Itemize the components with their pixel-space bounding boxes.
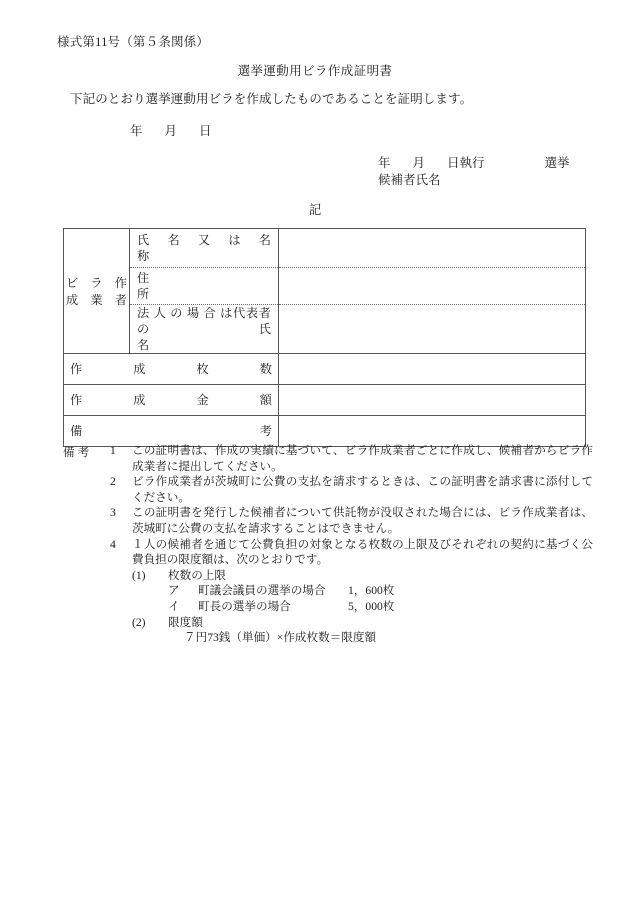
remarks-item-2-number: 2 <box>110 475 116 489</box>
remarks-item-4-text: １人の候補者を通じて公費負担の対象となる枚数の上限及びそれぞれの契約に基づく公費負担の限度額は、次のとおりです。 <box>132 537 593 567</box>
value-sheet-count[interactable] <box>279 354 586 385</box>
form-number: 様式第11号（第５条関係） <box>57 35 210 49</box>
row-group-label-line1: ビ ラ 作 <box>66 276 127 290</box>
lead-sentence: 下記のとおり選挙運動用ビラを作成したものであることを証明します。 <box>70 92 473 106</box>
remarks-heading: 備考 <box>63 446 93 459</box>
remarks-item-1-number: 1 <box>110 444 116 457</box>
remarks-item-3 <box>110 505 593 536</box>
election-month-label: 月 <box>412 156 426 170</box>
remarks-subitem-2 <box>132 615 593 631</box>
label-sheet-count: 作 成 枚 数 <box>64 354 279 385</box>
label-name-or-title: 氏 名 又 は 名 称 <box>130 229 279 268</box>
table-row <box>64 229 586 268</box>
remarks-item-1-text: この証明書は、作成の実績に基づいて、ビラ作成業者ごとに作成し、候補者からビラ作成業者に提出してください。 <box>132 444 593 473</box>
remarks-entry-b-value: 5，000枚 <box>348 599 395 613</box>
label-address: 住 所 <box>130 268 279 305</box>
remarks-subitem-2-title: 限度額 <box>168 615 203 629</box>
remarks-item-4 <box>110 537 593 568</box>
table-row <box>64 385 586 416</box>
value-representative-name[interactable] <box>279 305 586 354</box>
remarks-subitem-1 <box>132 568 593 584</box>
row-group-label-cell <box>64 229 130 354</box>
remarks-entry-a-marker: ア <box>168 584 180 598</box>
election-year-label: 年 <box>378 156 391 170</box>
remarks-item-1 <box>110 443 593 474</box>
remarks-subitem-2-number: (2) <box>132 615 146 629</box>
election-date-row <box>378 155 570 172</box>
election-candidate-block <box>378 155 570 189</box>
page-title: 選挙運動用ビラ作成証明書 <box>237 64 393 78</box>
remarks-item-2 <box>110 474 593 505</box>
row-group-label-line2: 成 業 者 <box>66 293 127 307</box>
table-row <box>64 416 586 447</box>
date-year-label: 年 <box>130 124 143 138</box>
date-line <box>130 121 212 139</box>
value-amount[interactable] <box>279 385 586 416</box>
remarks-item-2-text: ビラ作成業者が茨城町に公費の支払を請求するときは、この証明書を請求書に添付してください。 <box>132 475 593 504</box>
election-label: 選挙 <box>544 156 570 170</box>
remarks-subitem-1-number: (1) <box>132 568 146 582</box>
remarks-entry-a-label: 町議会議員の選挙の場合 <box>198 584 326 598</box>
value-address[interactable] <box>279 268 586 305</box>
remarks-entry-b-marker: イ <box>168 599 180 613</box>
remarks-entry-a-value: 1，600枚 <box>348 584 395 598</box>
remarks-entry-b-label: 町長の選挙の場合 <box>198 599 291 613</box>
label-amount: 作 成 金 額 <box>64 385 279 416</box>
table-row <box>64 354 586 385</box>
label-representative-name: 法 人 の 場 合 は代表者 の 氏 名 <box>130 305 279 354</box>
remarks-item-3-text: この証明書を発行した候補者について供託物が没収された場合には、ビラ作成業者は、茨城町に公費の支払を請求することはできません。 <box>132 506 593 535</box>
date-day-label: 日 <box>199 124 212 138</box>
remarks-entry-b <box>168 599 593 615</box>
ki-marker: 記 <box>308 203 322 217</box>
table-row <box>64 268 586 305</box>
remarks-entry-a <box>168 583 593 599</box>
remarks-item-4-number: 4 <box>110 537 116 551</box>
remarks-item-3-number: 3 <box>110 506 116 520</box>
value-name-or-title[interactable] <box>279 229 586 268</box>
remarks-section <box>63 443 593 646</box>
remarks-formula: ７円73銭（単価）×作成枚数＝限度額 <box>184 631 377 645</box>
value-remarks[interactable] <box>279 416 586 447</box>
remarks-subitem-1-title: 枚数の上限 <box>168 568 226 582</box>
remarks-list <box>110 443 593 646</box>
bill-maker-table <box>63 228 586 447</box>
election-day-execution-label: 日執行 <box>447 156 485 170</box>
label-remarks: 備 考 <box>64 416 279 447</box>
date-month-label: 月 <box>164 124 178 138</box>
candidate-name-row: 候補者氏名 <box>378 173 441 187</box>
table-row <box>64 305 586 354</box>
